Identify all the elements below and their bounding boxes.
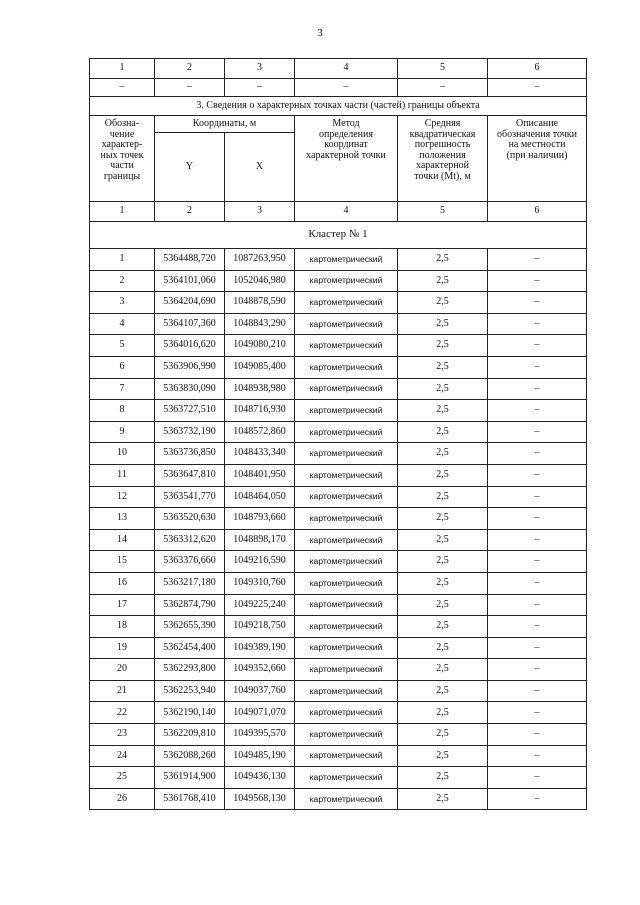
accuracy-mt: 2,5 [398, 594, 488, 616]
method: картометрический [295, 378, 398, 400]
coord-y: 5362088,260 [155, 745, 225, 767]
description: – [488, 486, 587, 508]
point-number: 7 [90, 378, 155, 400]
table-row [90, 724, 587, 746]
point-number: 9 [90, 421, 155, 443]
dash-cell: – [90, 79, 155, 97]
description: – [488, 335, 587, 357]
col-number: 3 [225, 202, 295, 222]
table-row [90, 400, 587, 422]
coord-y: 5361768,410 [155, 788, 225, 810]
coord-x: 1049436,130 [225, 767, 295, 789]
point-number: 5 [90, 335, 155, 357]
point-number: 15 [90, 551, 155, 573]
coord-y: 5361914,900 [155, 767, 225, 789]
top-col-number: 5 [398, 59, 488, 79]
coord-x: 1049310,760 [225, 572, 295, 594]
page-number: 3 [317, 27, 323, 39]
coord-x: 1049218,750 [225, 616, 295, 638]
point-number: 16 [90, 572, 155, 594]
table-row [90, 508, 587, 530]
accuracy-mt: 2,5 [398, 788, 488, 810]
point-number: 17 [90, 594, 155, 616]
method: картометрический [295, 529, 398, 551]
description: – [488, 313, 587, 335]
table-row [90, 767, 587, 789]
accuracy-mt: 2,5 [398, 724, 488, 746]
coord-y: 5363732,190 [155, 421, 225, 443]
coord-x: 1049568,130 [225, 788, 295, 810]
coord-x: 1048843,290 [225, 313, 295, 335]
accuracy-mt: 2,5 [398, 551, 488, 573]
coord-y: 5362454,400 [155, 637, 225, 659]
table-row [90, 702, 587, 724]
point-number: 2 [90, 270, 155, 292]
coord-y: 5363727,510 [155, 400, 225, 422]
coord-x: 1048464,050 [225, 486, 295, 508]
table-row [90, 378, 587, 400]
description: – [488, 270, 587, 292]
description: – [488, 788, 587, 810]
description: – [488, 637, 587, 659]
accuracy-mt: 2,5 [398, 702, 488, 724]
method: картометрический [295, 313, 398, 335]
table-row [90, 313, 587, 335]
method: картометрический [295, 551, 398, 573]
description: – [488, 551, 587, 573]
accuracy-mt: 2,5 [398, 356, 488, 378]
description: – [488, 508, 587, 530]
coord-x: 1049071,070 [225, 702, 295, 724]
method: картометрический [295, 594, 398, 616]
description: – [488, 659, 587, 681]
point-number: 4 [90, 313, 155, 335]
coord-y: 5363906,990 [155, 356, 225, 378]
method: картометрический [295, 745, 398, 767]
empty-dash-row [90, 79, 587, 97]
accuracy-mt: 2,5 [398, 400, 488, 422]
coord-x: 1048716,930 [225, 400, 295, 422]
point-number: 12 [90, 486, 155, 508]
description: – [488, 724, 587, 746]
description: – [488, 249, 587, 271]
table-row [90, 616, 587, 638]
header-method: Метод определения координат характерной точки [295, 116, 398, 202]
coord-y: 5363647,810 [155, 464, 225, 486]
point-number: 23 [90, 724, 155, 746]
section-title-row [90, 97, 587, 116]
accuracy-mt: 2,5 [398, 421, 488, 443]
accuracy-mt: 2,5 [398, 637, 488, 659]
method: картометрический [295, 508, 398, 530]
table-row [90, 292, 587, 314]
description: – [488, 400, 587, 422]
coord-x: 1049080,210 [225, 335, 295, 357]
table-row [90, 788, 587, 810]
method: картометрический [295, 356, 398, 378]
top-col-number: 3 [225, 59, 295, 79]
table-row [90, 335, 587, 357]
point-number: 3 [90, 292, 155, 314]
description: – [488, 464, 587, 486]
coord-y: 5364204,690 [155, 292, 225, 314]
coord-y: 5364016,620 [155, 335, 225, 357]
header-row-top [90, 116, 587, 133]
coord-y: 5362293,800 [155, 659, 225, 681]
coord-x: 1048433,340 [225, 443, 295, 465]
method: картометрический [295, 616, 398, 638]
header-y: Y [155, 133, 225, 202]
accuracy-mt: 2,5 [398, 464, 488, 486]
dash-cell: – [488, 79, 587, 97]
col-number: 1 [90, 202, 155, 222]
coord-x: 1049352,660 [225, 659, 295, 681]
dash-cell: – [398, 79, 488, 97]
method: картометрический [295, 637, 398, 659]
method: картометрический [295, 680, 398, 702]
accuracy-mt: 2,5 [398, 659, 488, 681]
coord-y: 5362655,390 [155, 616, 225, 638]
coord-x: 1049037,760 [225, 680, 295, 702]
method: картометрический [295, 335, 398, 357]
table-row [90, 421, 587, 443]
coord-x: 1049395,570 [225, 724, 295, 746]
method: картометрический [295, 400, 398, 422]
column-numbers-row [90, 202, 587, 222]
top-col-number: 6 [488, 59, 587, 79]
description: – [488, 443, 587, 465]
coord-x: 1049085,400 [225, 356, 295, 378]
coord-y: 5362874,790 [155, 594, 225, 616]
coord-x: 1048878,590 [225, 292, 295, 314]
header-accuracy: Средняя квадратическая погрешность положения характерной точки (Mt), м [398, 116, 488, 202]
table-row [90, 486, 587, 508]
method: картометрический [295, 486, 398, 508]
accuracy-mt: 2,5 [398, 443, 488, 465]
table-row [90, 551, 587, 573]
accuracy-mt: 2,5 [398, 486, 488, 508]
accuracy-mt: 2,5 [398, 270, 488, 292]
point-number: 8 [90, 400, 155, 422]
coord-y: 5362209,810 [155, 724, 225, 746]
description: – [488, 745, 587, 767]
cluster-label: Кластер № 1 [90, 222, 587, 249]
coord-y: 5362190,140 [155, 702, 225, 724]
coord-x: 1048401,950 [225, 464, 295, 486]
dash-cell: – [295, 79, 398, 97]
coord-x: 1048793,660 [225, 508, 295, 530]
point-number: 10 [90, 443, 155, 465]
point-number: 18 [90, 616, 155, 638]
description: – [488, 529, 587, 551]
accuracy-mt: 2,5 [398, 767, 488, 789]
point-number: 22 [90, 702, 155, 724]
method: картометрический [295, 788, 398, 810]
table-row [90, 249, 587, 271]
table-row [90, 270, 587, 292]
point-number: 26 [90, 788, 155, 810]
col-number: 2 [155, 202, 225, 222]
coord-x: 1049485,190 [225, 745, 295, 767]
coord-y: 5364107,360 [155, 313, 225, 335]
table-row [90, 572, 587, 594]
coord-y: 5363736,850 [155, 443, 225, 465]
point-number: 6 [90, 356, 155, 378]
table-row [90, 680, 587, 702]
method: картометрический [295, 270, 398, 292]
description: – [488, 378, 587, 400]
point-number: 25 [90, 767, 155, 789]
coord-x: 1048572,860 [225, 421, 295, 443]
accuracy-mt: 2,5 [398, 313, 488, 335]
method: картометрический [295, 724, 398, 746]
accuracy-mt: 2,5 [398, 616, 488, 638]
coord-y: 5363376,660 [155, 551, 225, 573]
coord-x: 1049225,240 [225, 594, 295, 616]
coord-y: 5363541,770 [155, 486, 225, 508]
header-designation: Обозна- чение характер- ных точек части границы [90, 116, 155, 202]
accuracy-mt: 2,5 [398, 680, 488, 702]
top-column-numbers-row [90, 59, 587, 79]
coord-y: 5363217,180 [155, 572, 225, 594]
top-col-number: 2 [155, 59, 225, 79]
table-row [90, 356, 587, 378]
accuracy-mt: 2,5 [398, 249, 488, 271]
accuracy-mt: 2,5 [398, 292, 488, 314]
accuracy-mt: 2,5 [398, 378, 488, 400]
coord-y: 5363520,630 [155, 508, 225, 530]
point-number: 19 [90, 637, 155, 659]
coord-x: 1049216,590 [225, 551, 295, 573]
table-row [90, 637, 587, 659]
table-row [90, 659, 587, 681]
description: – [488, 572, 587, 594]
point-number: 20 [90, 659, 155, 681]
coord-y: 5362253,940 [155, 680, 225, 702]
coord-y: 5364488,720 [155, 249, 225, 271]
method: картометрический [295, 767, 398, 789]
description: – [488, 594, 587, 616]
coord-x: 1087263,950 [225, 249, 295, 271]
accuracy-mt: 2,5 [398, 508, 488, 530]
col-number: 5 [398, 202, 488, 222]
table-row [90, 464, 587, 486]
header-coordinates: Координаты, м [155, 116, 295, 133]
point-number: 13 [90, 508, 155, 530]
description: – [488, 421, 587, 443]
accuracy-mt: 2,5 [398, 572, 488, 594]
method: картометрический [295, 659, 398, 681]
description: – [488, 767, 587, 789]
col-number: 4 [295, 202, 398, 222]
method: картометрический [295, 443, 398, 465]
description: – [488, 680, 587, 702]
dash-cell: – [155, 79, 225, 97]
boundary-points-table [89, 58, 587, 810]
coord-y: 5363830,090 [155, 378, 225, 400]
section-title: 3. Сведения о характерных точках части (частей) границы объекта [90, 97, 587, 116]
method: картометрический [295, 292, 398, 314]
accuracy-mt: 2,5 [398, 335, 488, 357]
header-x: X [225, 133, 295, 202]
method: картометрический [295, 421, 398, 443]
point-number: 14 [90, 529, 155, 551]
coord-x: 1048898,170 [225, 529, 295, 551]
coord-x: 1049389,190 [225, 637, 295, 659]
point-number: 21 [90, 680, 155, 702]
header-description: Описание обозначения точки на местности (при наличии) [488, 116, 587, 202]
description: – [488, 616, 587, 638]
coord-y: 5364101,060 [155, 270, 225, 292]
accuracy-mt: 2,5 [398, 745, 488, 767]
top-col-number: 1 [90, 59, 155, 79]
description: – [488, 292, 587, 314]
coord-x: 1052046,980 [225, 270, 295, 292]
coord-y: 5363312,620 [155, 529, 225, 551]
method: картометрический [295, 702, 398, 724]
dash-cell: – [225, 79, 295, 97]
point-number: 11 [90, 464, 155, 486]
description: – [488, 702, 587, 724]
point-number: 1 [90, 249, 155, 271]
table-row [90, 529, 587, 551]
table-row [90, 594, 587, 616]
accuracy-mt: 2,5 [398, 529, 488, 551]
cluster-row [90, 222, 587, 249]
method: картометрический [295, 464, 398, 486]
col-number: 6 [488, 202, 587, 222]
method: картометрический [295, 572, 398, 594]
table-row [90, 745, 587, 767]
coord-x: 1048938,980 [225, 378, 295, 400]
description: – [488, 356, 587, 378]
top-col-number: 4 [295, 59, 398, 79]
point-number: 24 [90, 745, 155, 767]
method: картометрический [295, 249, 398, 271]
table-row [90, 443, 587, 465]
